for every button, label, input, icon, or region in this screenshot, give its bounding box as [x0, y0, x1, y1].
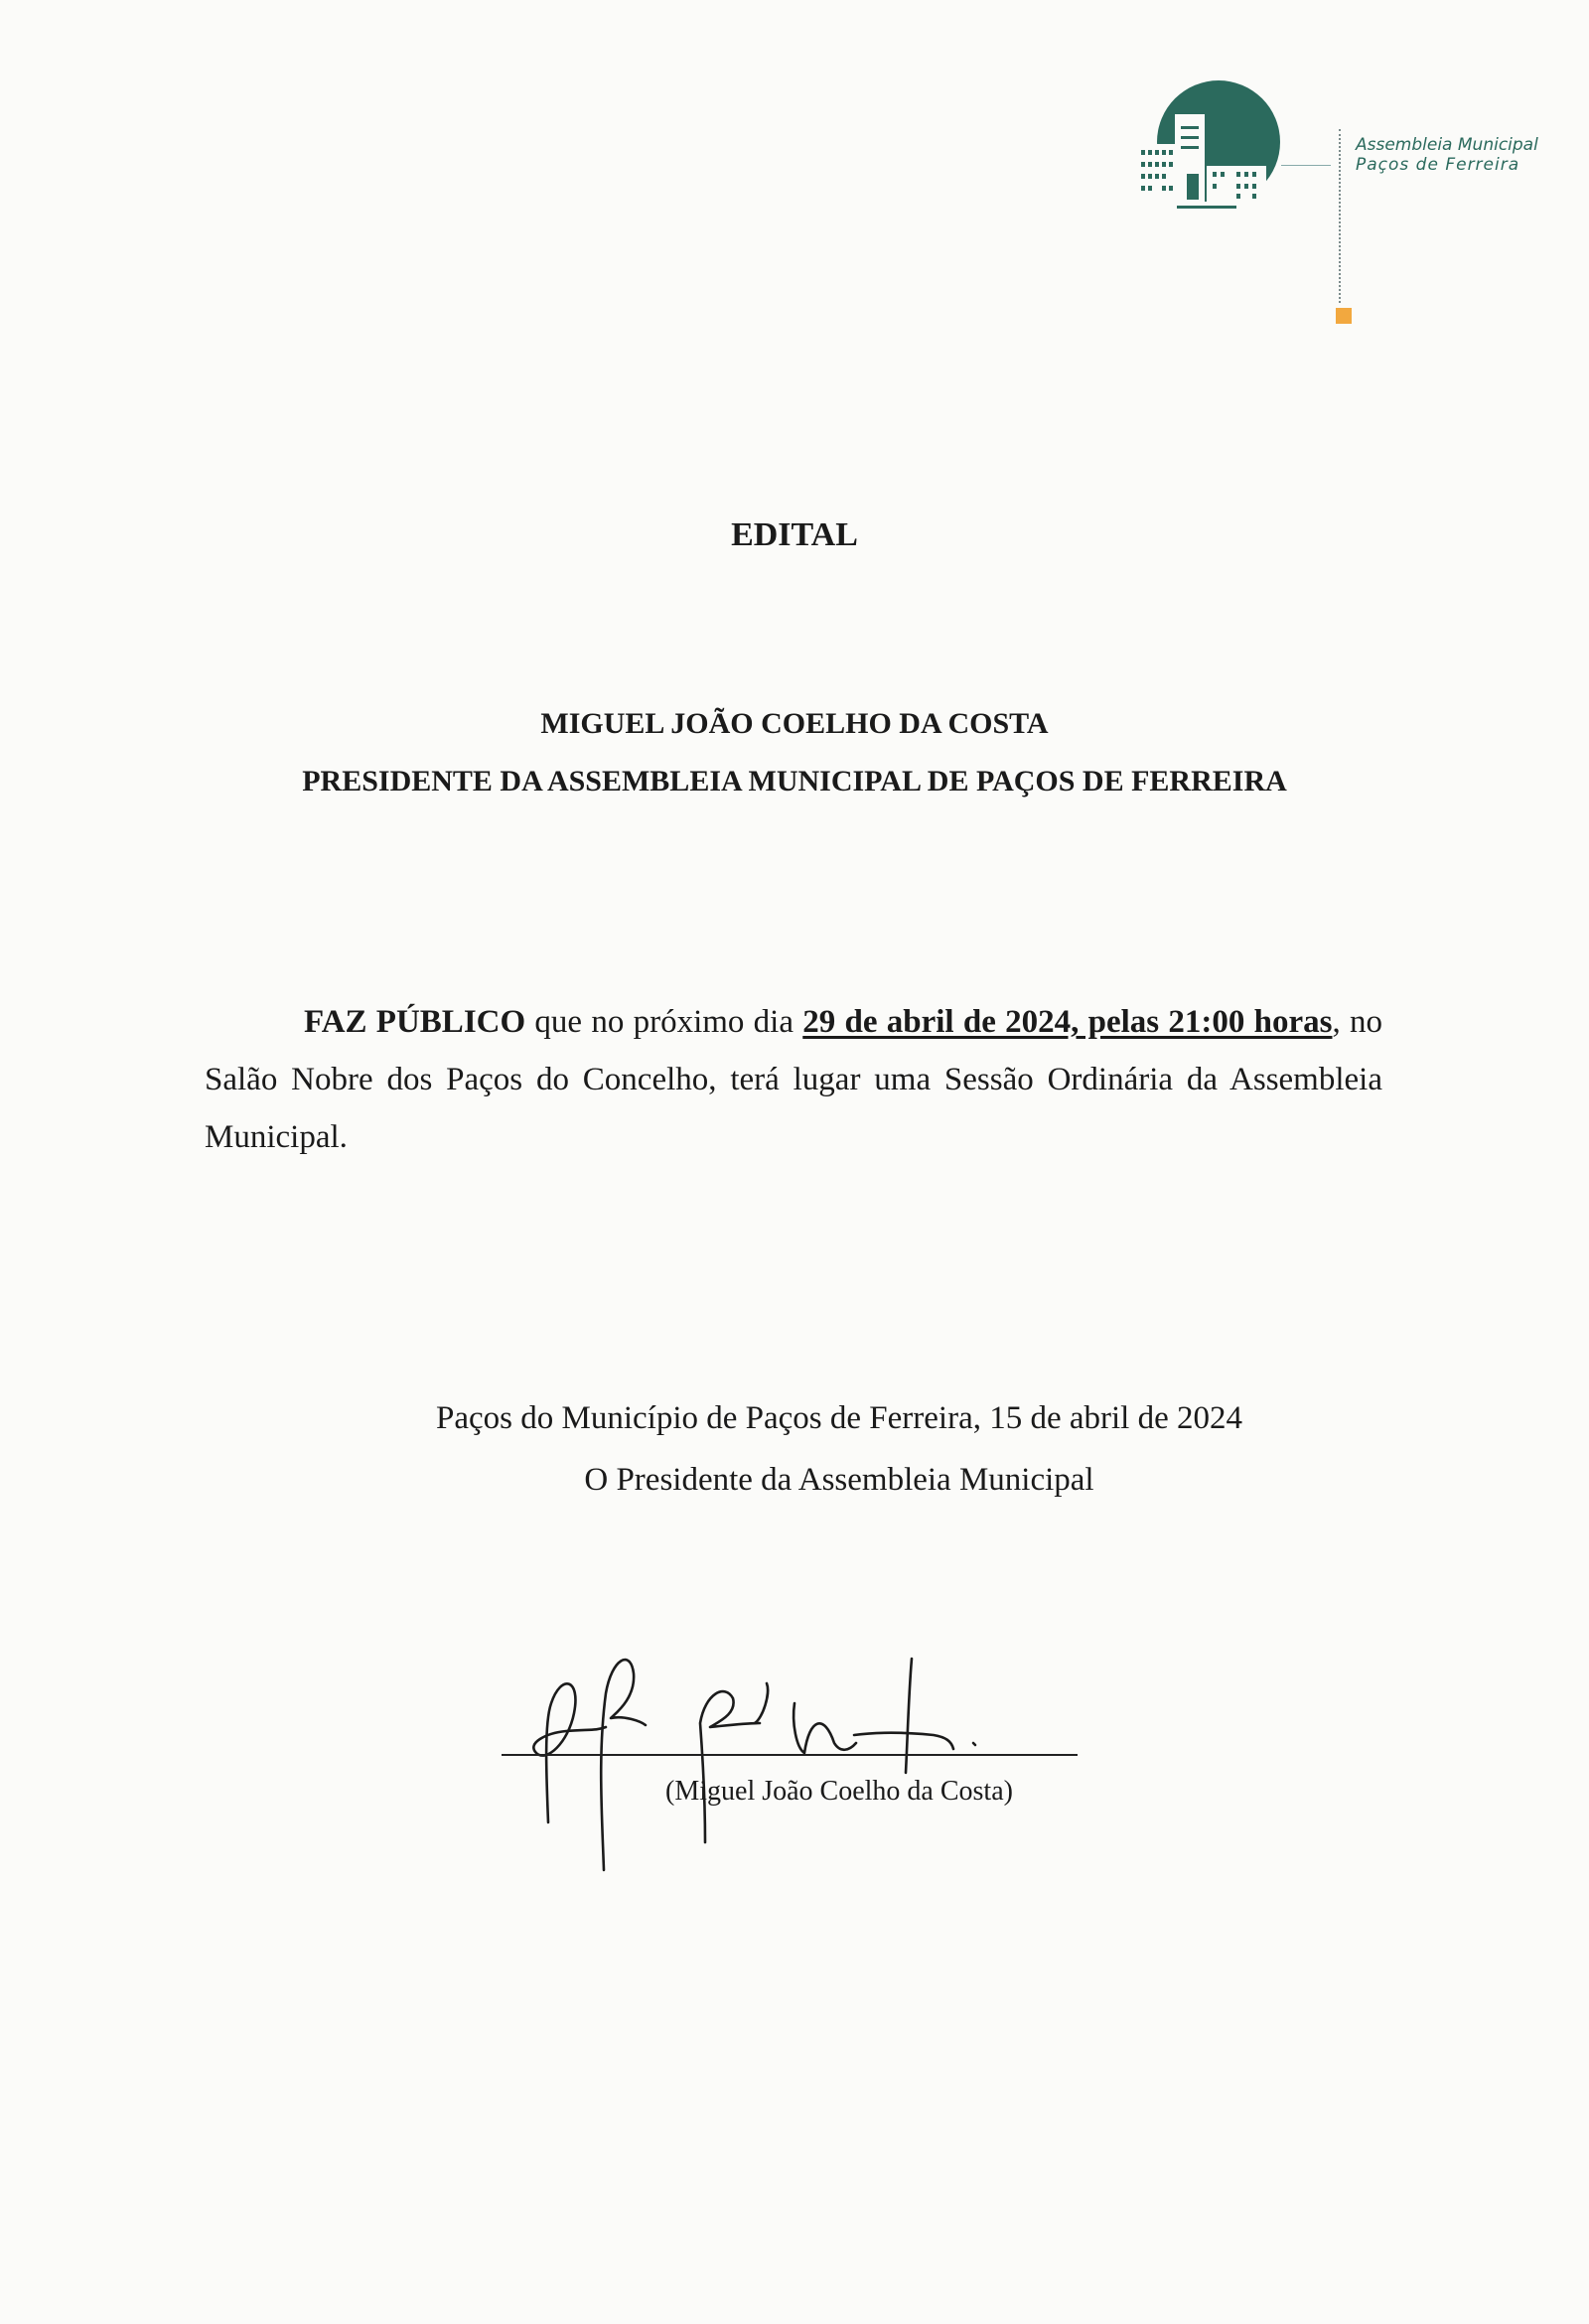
handwritten-signature [506, 1604, 1083, 1892]
logo-accent-square [1336, 308, 1352, 324]
announcement-text-1: que no próximo dia [525, 1004, 803, 1040]
place-and-date: Paços do Município de Paços de Ferreira, 15 de abril de 2024 [436, 1400, 1242, 1436]
signer-name: (Miguel João Coelho da Costa) [665, 1776, 1013, 1807]
logo-wordmark [1356, 135, 1538, 175]
logo-line-2: Paços de Ferreira [1356, 155, 1520, 175]
president-role: PRESIDENTE DA ASSEMBLEIA MUNICIPAL DE PAÇOS DE FERREIRA [302, 765, 1287, 798]
announcement-text-2: , no Salão Nobre dos Paços do Concelho, terá lugar uma Sessão Ordinária da Assembleia Municipal. [205, 1004, 1382, 1155]
signer-role: O Presidente da Assembleia Municipal [584, 1462, 1094, 1498]
president-name: MIGUEL JOÃO COELHO DA COSTA [540, 707, 1049, 740]
logo-dotted-divider [1339, 129, 1341, 303]
announcement-lead: FAZ PÚBLICO [304, 1004, 526, 1040]
document-title: EDITAL [731, 516, 858, 553]
session-datetime: 29 de abril de 2024, pelas 21:00 horas [802, 1004, 1333, 1040]
logo-connector-line [1281, 165, 1331, 166]
signature-line [502, 1754, 1078, 1756]
logo-line-1: Assembleia Municipal [1356, 135, 1538, 155]
assembleia-building-logo-icon [1137, 74, 1296, 218]
president-heading [0, 695, 1589, 810]
announcement-paragraph [205, 993, 1382, 1166]
